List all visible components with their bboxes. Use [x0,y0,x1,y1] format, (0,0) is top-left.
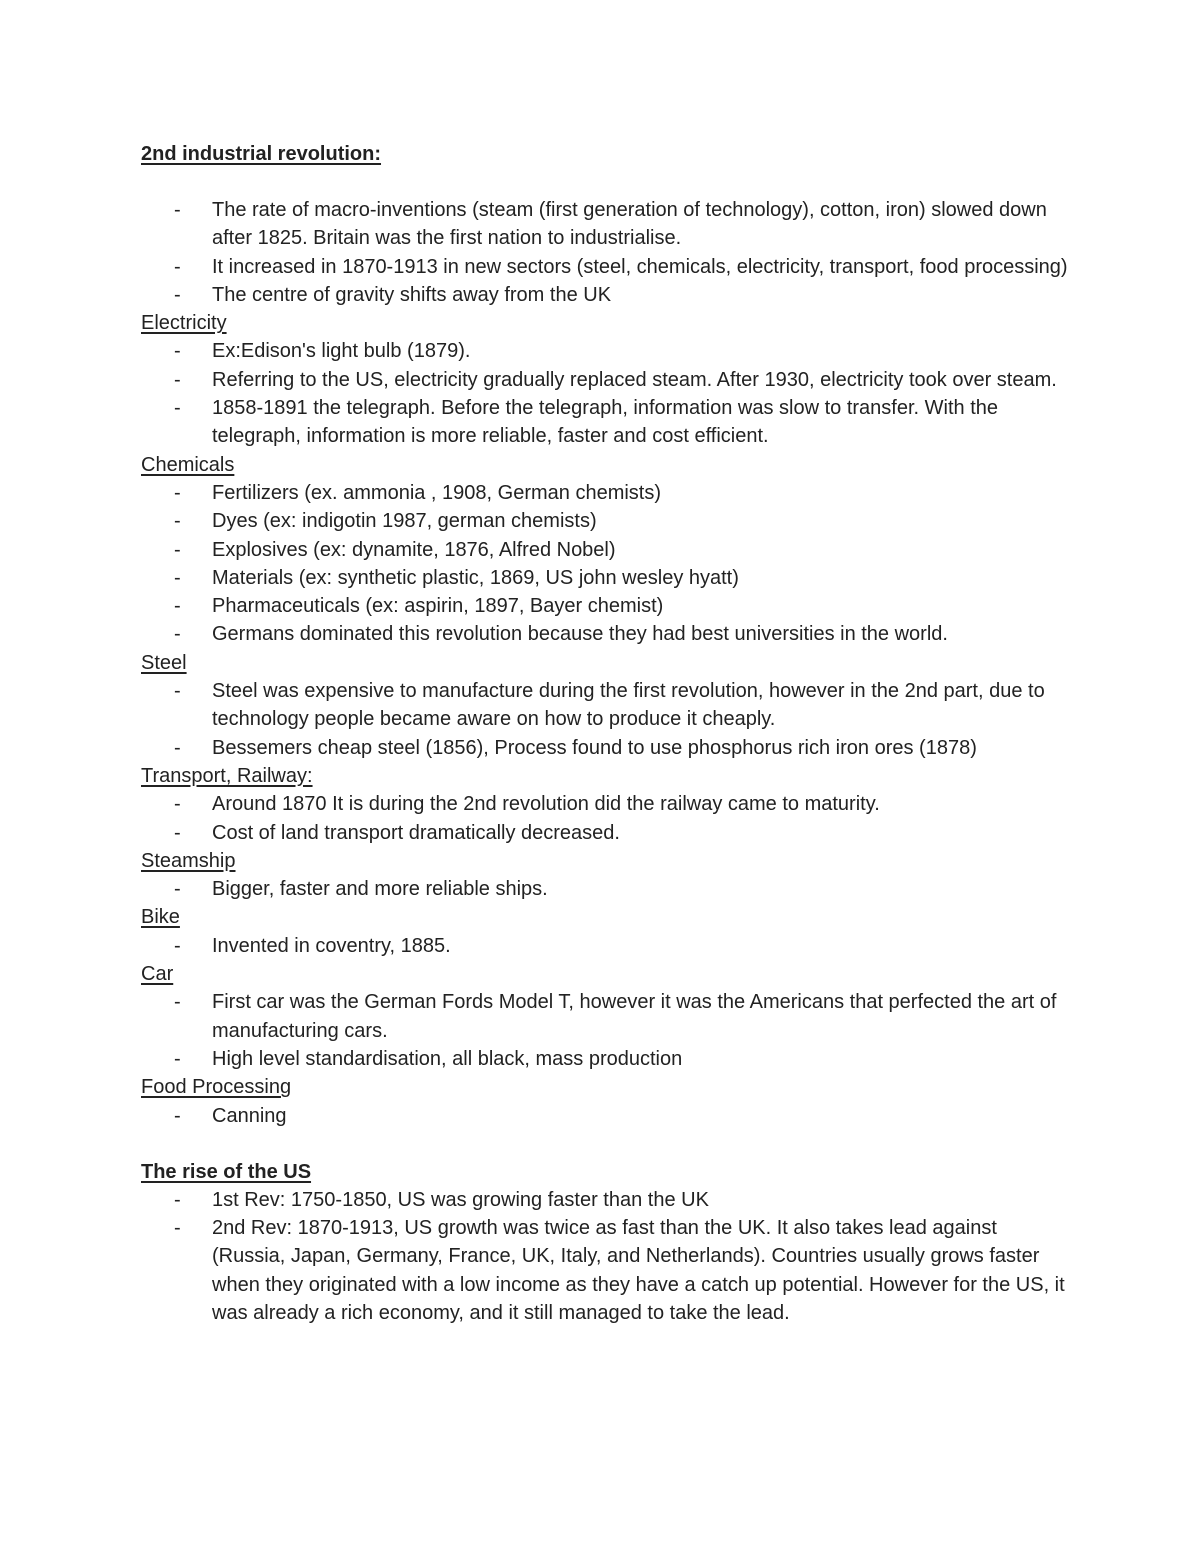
list-item [141,677,1071,734]
list-item [141,196,1071,253]
bullet-dash: - [174,1047,181,1070]
section-heading: Food Processing [141,1076,292,1099]
bullet-dash: - [174,878,181,901]
bullet-dash: - [174,340,181,363]
section-heading: Steamship [141,849,236,872]
section-bullet-list [141,875,1071,903]
list-item [141,253,1071,281]
us-bullet-list [141,1186,1071,1327]
list-item [141,479,1071,507]
section-bullet-list [141,988,1071,1073]
bullet-dash: - [174,821,181,844]
list-item [141,366,1071,394]
list-item [141,1102,1071,1130]
list-item [141,620,1071,648]
bullet-text: 1st Rev: 1750-1850, US was growing faster than the UK [212,1188,709,1211]
bullet-text: Referring to the US, electricity gradually replaced steam. After 1930, electricity took over steam. [212,368,1057,391]
bullet-dash: - [174,623,181,646]
section-steel [141,649,1071,762]
bullet-text: Cost of land transport dramatically decreased. [212,821,620,844]
bullet-text: It increased in 1870-1913 in new sectors (steel, chemicals, electricity, transport, food processing) [212,255,1068,278]
spacer [141,168,1071,196]
bullet-dash: - [174,595,181,618]
bullet-text: The centre of gravity shifts away from the UK [212,283,612,306]
bullet-dash: - [174,538,181,561]
bullet-text: High level standardisation, all black, mass production [212,1047,683,1070]
section-bike [141,903,1071,960]
intro-bullet-list [141,196,1071,309]
section-food-processing [141,1073,1071,1130]
bullet-text: Explosives (ex: dynamite, 1876, Alfred Nobel) [212,538,616,561]
bullet-dash: - [174,368,181,391]
bullet-text: Materials (ex: synthetic plastic, 1869, US john wesley hyatt) [212,566,739,589]
bullet-text: Bigger, faster and more reliable ships. [212,878,548,901]
bullet-text: Canning [212,1104,287,1127]
section-heading: Chemicals [141,453,235,476]
section-heading: Transport, Railway: [141,764,313,787]
bullet-dash: - [174,283,181,306]
section-bullet-list [141,790,1071,847]
bullet-text: Steel was expensive to manufacture during the first revolution, however in the 2nd part, due to technology people became aware on how to produce it cheaply. [212,680,1045,731]
section-heading: Electricity [141,312,227,335]
bullet-dash: - [174,566,181,589]
bullet-dash: - [174,991,181,1014]
bullet-dash: - [174,793,181,816]
bullet-dash: - [174,1217,181,1240]
bullet-dash: - [174,1188,181,1211]
list-item [141,337,1071,365]
bullet-text: Ex:Edison's light bulb (1879). [212,340,471,363]
bullet-dash: - [174,736,181,759]
section-heading: Steel [141,651,187,674]
bullet-dash: - [174,255,181,278]
list-item [141,564,1071,592]
section-electricity [141,309,1071,450]
bullet-text: 1858-1891 the telegraph. Before the telegraph, information was slow to transfer. With the telegraph, information is more reliable, faster and cost efficient. [212,397,999,448]
list-item [141,734,1071,762]
list-item [141,932,1071,960]
list-item [141,988,1071,1045]
list-item [141,592,1071,620]
bullet-text: Germans dominated this revolution because they had best universities in the world. [212,623,948,646]
bullet-dash: - [174,1104,181,1127]
bullet-dash: - [174,510,181,533]
bullet-text: First car was the German Fords Model T, however it was the Americans that perfected the art of manufacturing cars. [212,991,1057,1042]
bullet-text: The rate of macro-inventions (steam (first generation of technology), cotton, iron) slowed down after 1825. Britain was the first nation to industrialise. [212,199,1047,250]
bullet-text: Around 1870 It is during the 2nd revolution did the railway came to maturity. [212,793,880,816]
bullet-dash: - [174,680,181,703]
list-item [141,1045,1071,1073]
section-transport-railway [141,762,1071,847]
bullet-dash: - [174,397,181,420]
list-item [141,875,1071,903]
bullet-dash: - [174,199,181,221]
us-section-title: The rise of the US [141,1160,312,1183]
bullet-text: Fertilizers (ex. ammonia , 1908, German chemists) [212,481,662,504]
list-item [141,507,1071,535]
list-item [141,790,1071,818]
bullet-dash: - [174,934,181,957]
list-item [141,1186,1071,1214]
list-item [141,819,1071,847]
section-heading: Car [141,963,174,986]
list-item [141,536,1071,564]
bullet-text: 2nd Rev: 1870-1913, US growth was twice as fast than the UK. It also takes lead against (Russia, Japan, Germany, France, UK, Italy, and Netherlands). Countries usually grows faster when they originated with a low income as they have a catch up potential. However for the US, it was already a rich economy, and it still managed to take the lead. [212,1217,1065,1324]
section-heading: Bike [141,906,180,929]
list-item [141,281,1071,309]
section-bullet-list [141,479,1071,649]
section-steamship [141,847,1071,904]
section-bullet-list [141,932,1071,960]
section-chemicals [141,451,1071,649]
list-item [141,1214,1071,1327]
section-car [141,960,1071,1073]
bullet-text: Bessemers cheap steel (1856), Process found to use phosphorus rich iron ores (1878) [212,736,977,759]
list-item [141,394,1071,451]
bullet-text: Invented in coventry, 1885. [212,934,451,957]
bullet-text: Pharmaceuticals (ex: aspirin, 1897, Bayer chemist) [212,595,664,618]
section-bullet-list [141,677,1071,762]
section-bullet-list [141,1102,1071,1130]
section-bullet-list [141,337,1071,450]
spacer [141,1130,1071,1158]
document-title: 2nd industrial revolution: [141,143,382,165]
bullet-dash: - [174,481,181,504]
document-content [141,140,1071,1327]
bullet-text: Dyes (ex: indigotin 1987, german chemists) [212,510,597,533]
